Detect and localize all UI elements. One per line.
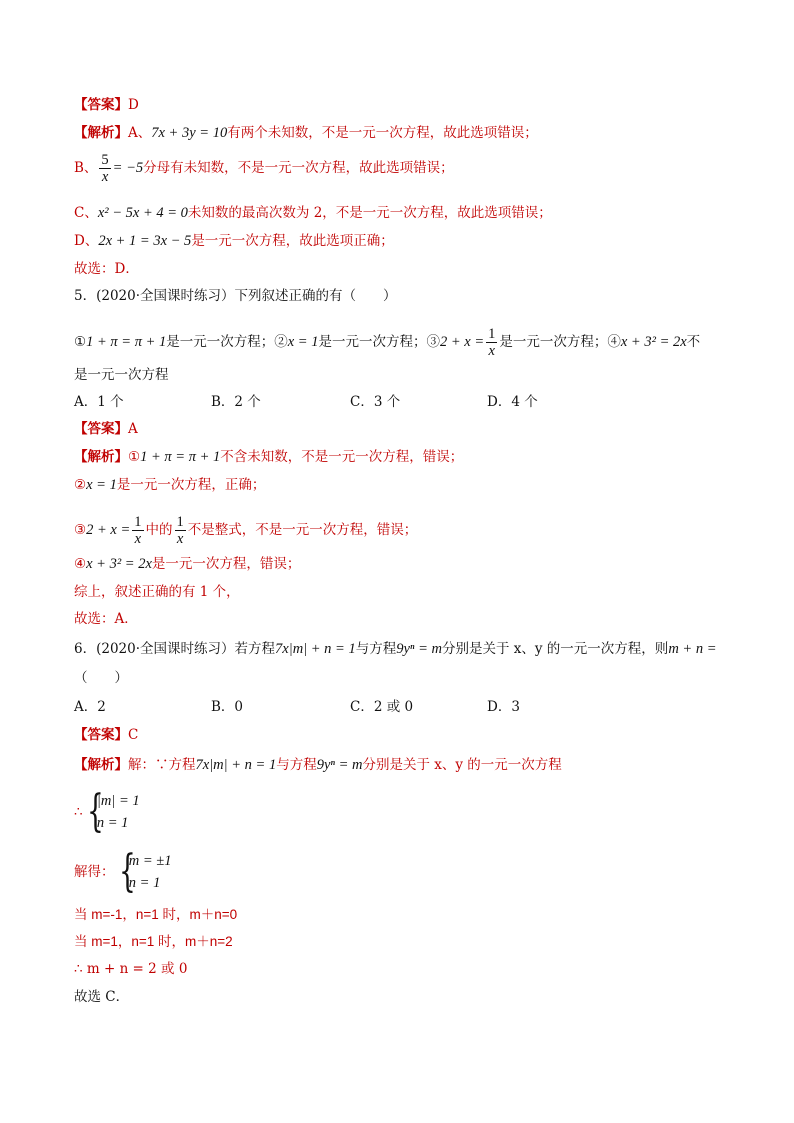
system-row: |m| = 1 <box>96 793 140 809</box>
explanation-text: 不是整式，不是一元一次方程，错误； <box>187 522 418 538</box>
option-label: C、 <box>74 205 98 221</box>
equation-system <box>118 846 172 897</box>
math-expression: x + 3² = 2x <box>620 334 687 350</box>
analysis-tag: 【解析】 <box>74 125 128 141</box>
q5-analysis-3 <box>74 514 417 547</box>
system-row: n = 1 <box>128 875 161 891</box>
math-expression: 9yⁿ = m <box>396 641 442 657</box>
analysis-tag: 【解析】 <box>74 757 128 773</box>
math-expression: x = 1 <box>287 334 319 350</box>
q6-stem-line2: （ ） <box>74 670 128 686</box>
q6-case-1: 当 m=-1，n=1 时，m＋n=0 <box>74 907 238 922</box>
math-expression: 1 + π = π + 1 <box>140 449 221 465</box>
option-label: B、 <box>74 160 98 176</box>
q6-option-c[interactable]: C．2 或 0 <box>350 699 414 715</box>
q4-analysis-b <box>74 152 454 185</box>
stem-text: 分别是关于 x、y 的一元一次方程，则 <box>441 641 669 657</box>
q5-option-b[interactable]: B．2 个 <box>211 394 261 410</box>
q6-system-2 <box>74 846 172 897</box>
q4-conclusion: 故选：D． <box>74 261 139 277</box>
explanation-text: 不含未知数，不是一元一次方程，错误； <box>220 449 464 465</box>
q6-stem <box>74 640 716 658</box>
explanation-text: 未知数的最高次数为 2，不是一元一次方程，故此选项错误； <box>187 205 552 221</box>
answer-tag: 【答案】 <box>74 97 128 113</box>
math-expression: x = 1 <box>86 477 117 493</box>
q5-analysis-4 <box>74 555 300 573</box>
fraction-denominator: x <box>134 531 142 547</box>
fraction-denominator: x <box>101 169 109 185</box>
explanation-text: 中的 <box>145 522 173 538</box>
explanation-text: 与方程 <box>276 757 317 773</box>
math-expression: x + 3² = 2x <box>86 556 152 572</box>
stem-text: 与方程 <box>355 641 397 657</box>
equation-system <box>86 786 140 837</box>
stem-text: 6．(2020·全国课时练习）若方程 <box>74 641 276 657</box>
item-mark: ④ <box>74 556 87 572</box>
system-row: m = ±1 <box>128 853 172 869</box>
q6-analysis-intro <box>74 756 562 774</box>
solve-label: 解得： <box>74 864 115 880</box>
math-expression: m + n = <box>668 641 717 657</box>
math-expression: x² − 5x + 4 = 0 <box>97 205 188 221</box>
q5-analysis-1 <box>74 448 463 466</box>
brace-icon: { <box>86 786 104 837</box>
fraction-denominator: x <box>488 343 495 359</box>
q5-answer-line <box>74 420 138 438</box>
item-mark: ③ <box>74 522 87 538</box>
item-mark: ① <box>74 334 87 350</box>
math-expression: 7x|m| + n = 1 <box>195 757 277 773</box>
answer-tag: 【答案】 <box>74 421 128 437</box>
fraction-numerator: 1 <box>488 326 496 342</box>
q5-option-a[interactable]: A．1 个 <box>74 394 124 410</box>
answer-value: D <box>128 97 139 113</box>
q6-result: ∴ m + n = 2 或 0 <box>74 961 188 977</box>
fraction-numerator: 1 <box>134 514 142 530</box>
fraction-denominator: x <box>176 531 184 547</box>
q6-case-2: 当 m=1，n=1 时，m＋n=2 <box>74 934 233 949</box>
explanation-text: 分母有未知数，不是一元一次方程，故此选项错误； <box>143 160 454 176</box>
therefore-symbol: ∴ <box>74 804 83 820</box>
q4-analysis-a <box>74 124 538 142</box>
math-expression: 7x|m| + n = 1 <box>275 641 356 657</box>
explanation-text: 是一元一次方程，错误； <box>151 556 301 572</box>
statement-text: 不 <box>686 334 701 350</box>
answer-value: A <box>128 421 138 437</box>
explanation-text: 是一元一次方程，故此选项正确； <box>191 233 394 249</box>
q5-analysis-2 <box>74 476 265 494</box>
statement-text: 是一元一次方程；② <box>166 334 288 350</box>
q6-option-a[interactable]: A．2 <box>74 699 106 715</box>
q5-stem: 5．(2020·全国课时练习）下列叙述正确的有（ ） <box>74 288 397 304</box>
fraction <box>486 326 497 359</box>
q5-statements <box>74 326 700 359</box>
q4-analysis-d <box>74 232 394 250</box>
q5-summary: 综上，叙述正确的有 1 个， <box>74 584 240 600</box>
explanation-text: 是一元一次方程，正确； <box>116 477 266 493</box>
math-expression: = −5 <box>112 160 144 176</box>
item-mark: ① <box>128 449 141 465</box>
math-expression: 2 + x = <box>86 522 131 538</box>
q6-option-d[interactable]: D．3 <box>487 699 520 715</box>
q6-option-b[interactable]: B．0 <box>211 699 244 715</box>
explanation-text: 解：∵方程 <box>128 757 196 773</box>
fraction-numerator: 5 <box>101 152 109 168</box>
q5-conclusion: 故选：A． <box>74 611 138 627</box>
system-row: n = 1 <box>96 815 129 831</box>
fraction-numerator: 1 <box>176 514 184 530</box>
answer-value: C <box>128 727 139 743</box>
fraction <box>132 514 143 547</box>
math-expression: 1 + π = π + 1 <box>86 334 167 350</box>
explanation-text: 分别是关于 x、y 的一元一次方程 <box>362 757 562 773</box>
q6-answer-line <box>74 726 138 744</box>
q4-answer-line <box>74 96 139 114</box>
math-expression: 2x + 1 = 3x − 5 <box>98 233 192 249</box>
analysis-tag: 【解析】 <box>74 449 128 465</box>
math-expression: 2 + x = <box>439 334 485 350</box>
q5-option-d[interactable]: D．4 个 <box>487 394 538 410</box>
item-mark: ② <box>74 477 87 493</box>
math-expression: 7x + 3y = 10 <box>151 125 228 141</box>
math-expression: 9yⁿ = m <box>316 757 363 773</box>
fraction <box>99 152 110 185</box>
answer-tag: 【答案】 <box>74 727 128 743</box>
option-label: A、 <box>128 125 152 141</box>
q6-conclusion: 故选 C． <box>74 989 130 1005</box>
q4-analysis-c <box>74 204 552 222</box>
statement-text: 是一元一次方程；④ <box>499 334 621 350</box>
fraction <box>175 514 186 547</box>
brace-icon: { <box>118 846 136 897</box>
statement-text: 是一元一次方程；③ <box>318 334 440 350</box>
q5-option-c[interactable]: C．3 个 <box>350 394 401 410</box>
explanation-text: 有两个未知数，不是一元一次方程，故此选项错误； <box>227 125 538 141</box>
option-label: D、 <box>74 233 99 249</box>
q6-system-1 <box>74 786 140 837</box>
q5-stem-line2: 是一元一次方程 <box>74 367 169 383</box>
